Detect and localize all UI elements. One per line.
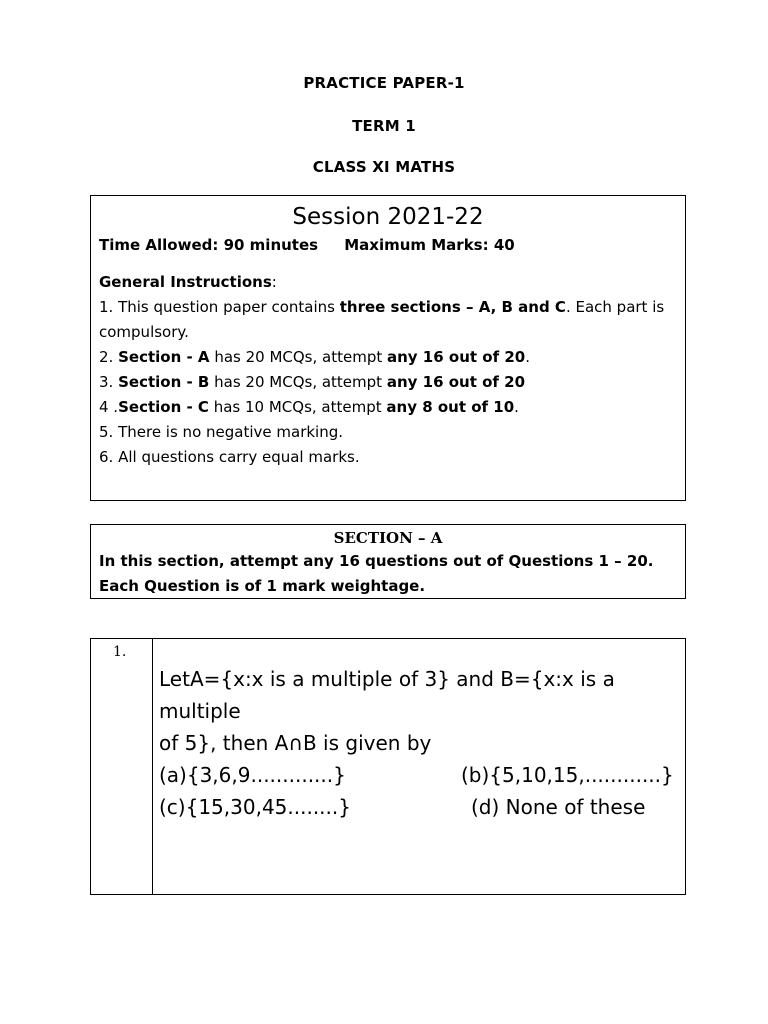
instruction-2	[99, 345, 677, 370]
paper-title: PRACTICE PAPER-1	[303, 74, 465, 92]
option-c: (c){15,30,45........}	[159, 795, 351, 819]
instruction-4-text: has 10 MCQs, attempt	[208, 398, 387, 416]
instruction-2-tail: .	[525, 348, 530, 366]
instruction-3-text: has 20 MCQs, attempt	[209, 373, 387, 391]
time-allowed: Time Allowed: 90 minutes	[99, 236, 319, 254]
instruction-4-tail: .	[514, 398, 519, 416]
instruction-2-attempt: any 16 out of 20	[387, 348, 526, 366]
instruction-5: 5. There is no negative marking.	[99, 423, 344, 441]
section-a-box	[90, 524, 686, 599]
question-number-cell	[91, 639, 153, 894]
question-stem-line-2: of 5}, then A∩B is given by	[159, 731, 432, 755]
question-number: 1.	[113, 644, 127, 660]
session-info-box	[90, 195, 686, 501]
option-d: (d) None of these	[471, 795, 646, 819]
section-a-title: SECTION – A	[333, 529, 443, 547]
general-instructions-heading	[99, 270, 677, 295]
question-stem-line-1: LetA={x:x is a multiple of 3} and B={x:x is a multiple	[159, 667, 615, 723]
general-instructions-colon: :	[271, 273, 277, 291]
instruction-1-bold: three sections – A, B and C	[339, 298, 566, 316]
instruction-1-tail: . Each part is compulsory.	[99, 298, 665, 341]
instruction-3-num: 3.	[99, 373, 119, 391]
general-instructions-label: General Instructions	[99, 273, 272, 291]
question-1-table	[90, 638, 686, 895]
instruction-4-section: Section - C	[118, 398, 209, 416]
instruction-1	[99, 295, 677, 345]
option-b: (b){5,10,15,............}	[461, 763, 674, 787]
session-title: Session 2021-22	[292, 204, 484, 230]
options-row-1	[159, 759, 681, 791]
term-title: TERM 1	[352, 117, 416, 135]
maximum-marks: Maximum Marks: 40	[344, 236, 515, 254]
instruction-2-text: has 20 MCQs, attempt	[209, 348, 387, 366]
instruction-2-section: Section - A	[118, 348, 210, 366]
options-row-2	[159, 791, 681, 823]
instruction-6: 6. All questions carry equal marks.	[99, 448, 360, 466]
instruction-4-num: 4 .	[99, 398, 119, 416]
instruction-3	[99, 370, 677, 395]
section-a-instruction-1: In this section, attempt any 16 questions out of Questions 1 – 20.	[99, 552, 654, 570]
instruction-4	[99, 395, 677, 420]
instruction-3-attempt: any 16 out of 20	[386, 373, 526, 391]
class-title: CLASS XI MATHS	[312, 158, 456, 176]
question-1-content	[159, 663, 681, 823]
instruction-2-num: 2.	[99, 348, 119, 366]
option-a: (a){3,6,9.............}	[159, 763, 346, 787]
time-marks-line	[99, 234, 677, 256]
section-a-instruction-2: Each Question is of 1 mark weightage.	[99, 577, 426, 595]
instruction-4-attempt: any 8 out of 10	[386, 398, 515, 416]
instruction-1-text: 1. This question paper contains	[99, 298, 340, 316]
instruction-3-section: Section - B	[118, 373, 210, 391]
